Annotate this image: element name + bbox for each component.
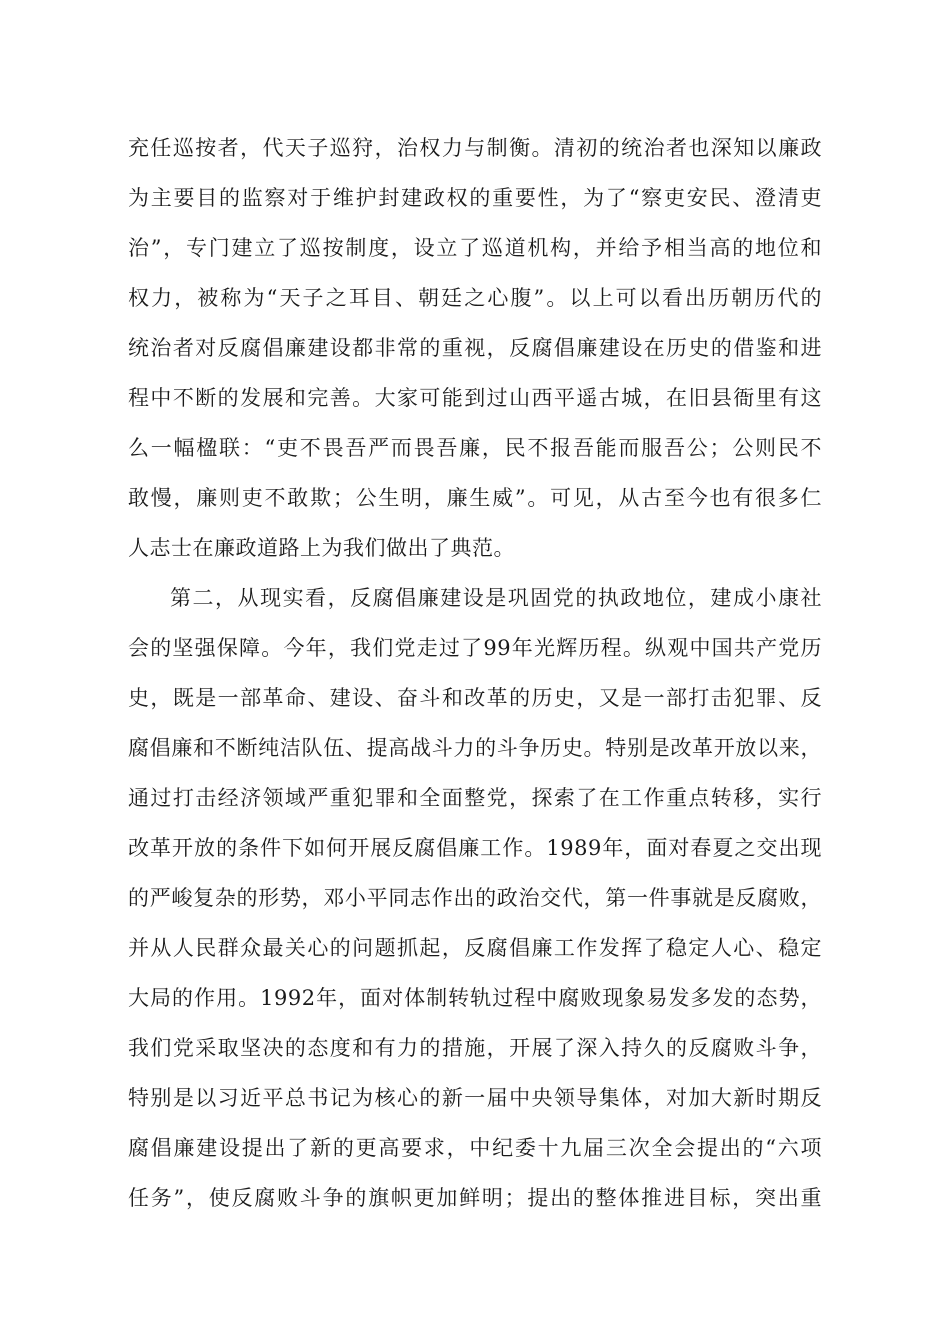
text-line: 敢慢，廉则吏不敢欺；公生明，廉生威”。可见，从古至今也有很多仁 [128,486,822,510]
text-line: 的严峻复杂的形势，邓小平同志作出的政治交代，第一件事就是反腐败， [128,886,822,910]
paragraph-history [128,130,822,580]
text-line: 大局的作用。1992年，面对体制转轨过程中腐败现象易发多发的态势， [128,986,822,1010]
text-line: 改革开放的条件下如何开展反腐倡廉工作。1989年，面对春夏之交出现 [128,836,822,860]
text-line: 我们党采取坚决的态度和有力的措施，开展了深入持久的反腐败斗争， [128,1036,822,1060]
text-line: 史，既是一部革命、建设、奋斗和改革的历史，又是一部打击犯罪、反 [128,686,822,710]
text-line: 权力，被称为“天子之耳目、朝廷之心腹”。以上可以看出历朝历代的 [128,286,822,310]
text-line: 腐倡廉建设提出了新的更高要求，中纪委十九届三次全会提出的“六项 [128,1136,822,1160]
text-line: 程中不断的发展和完善。大家可能到过山西平遥古城，在旧县衙里有这 [128,386,822,410]
text-line: 充任巡按者，代天子巡狩，治权力与制衡。清初的统治者也深知以廉政 [128,136,822,160]
text-line: 特别是以习近平总书记为核心的新一届中央领导集体，对加大新时期反 [128,1086,822,1110]
text-line: 统治者对反腐倡廉建设都非常的重视，反腐倡廉建设在历史的借鉴和进 [128,336,822,360]
paragraph-reality [128,580,822,1230]
text-line: 人志士在廉政道路上为我们做出了典范。 [128,536,515,560]
text-line: 通过打击经济领域严重犯罪和全面整党，探索了在工作重点转移，实行 [128,786,822,810]
text-line: 任务”，使反腐败斗争的旗帜更加鲜明；提出的整体推进目标，突出重 [128,1186,822,1210]
body-text [128,130,822,1230]
text-line: 么一幅楹联：“吏不畏吾严而畏吾廉，民不报吾能而服吾公；公则民不 [128,436,822,460]
text-line: 会的坚强保障。今年，我们党走过了99年光辉历程。纵观中国共产党历 [128,636,822,660]
text-line: 并从人民群众最关心的问题抓起，反腐倡廉工作发挥了稳定人心、稳定 [128,936,822,960]
text-line: 腐倡廉和不断纯洁队伍、提高战斗力的斗争历史。特别是改革开放以来， [128,736,822,760]
text-line: 治”，专门建立了巡按制度，设立了巡道机构，并给予相当高的地位和 [128,236,822,260]
text-line: 为主要目的监察对于维护封建政权的重要性，为了“察吏安民、澄清吏 [128,186,822,210]
text-line: 第二，从现实看，反腐倡廉建设是巩固党的执政地位，建成小康社 [170,586,822,610]
